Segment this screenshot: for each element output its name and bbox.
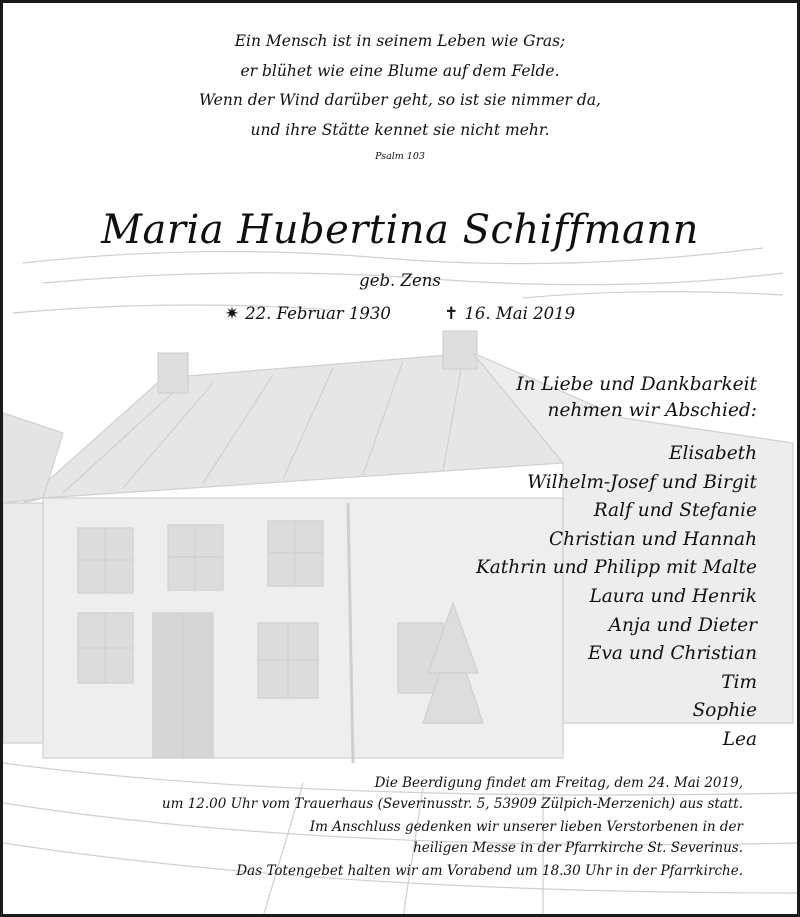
prayer-notice: [162, 861, 743, 882]
birth-date: 22. Februar 1930: [245, 304, 391, 323]
mourner-name: Lea: [722, 728, 757, 750]
cross-icon: ✝: [444, 304, 459, 324]
farewell-line: nehmen wir Abschied:: [547, 400, 757, 421]
service-notices: [162, 773, 743, 885]
mourner-name: Tim: [721, 671, 757, 693]
birth-name: geb. Zens: [359, 271, 441, 290]
psalm-verse: [3, 27, 797, 162]
mourner-name: Sophie: [692, 700, 757, 722]
funeral-notice: [162, 773, 743, 814]
deceased-name: Maria Hubertina Schiffmann: [101, 207, 699, 253]
mourner-name: Laura und Henrik: [589, 585, 757, 607]
verse-line: und ihre Stätte kennet sie nicht mehr.: [250, 120, 550, 139]
notice-line: um 12.00 Uhr vom Trauerhaus (Severinusstr. 5, 53909 Zülpich-Merzenich) aus statt.: [161, 795, 743, 812]
verse-line: er blühet wie eine Blume auf dem Felde.: [240, 61, 560, 80]
notice-line: Das Totengebet halten wir am Vorabend um 18.30 Uhr in der Pfarrkirche.: [236, 863, 743, 879]
mourner-name: Anja und Dieter: [608, 614, 757, 636]
mourner-name: Eva und Christian: [587, 643, 757, 665]
verse-source: Psalm 103: [375, 151, 425, 162]
notice-line: Im Anschluss gedenken wir unserer lieben Verstorbenen in der: [309, 819, 743, 835]
birth-date-group: [225, 304, 391, 324]
farewell-text: [516, 372, 757, 424]
mourner-name: Kathrin und Philipp mit Malte: [475, 557, 757, 579]
mourner-name: Wilhelm-Josef und Birgit: [527, 471, 757, 493]
mourner-name: Elisabeth: [668, 443, 757, 464]
mass-notice: [162, 817, 743, 858]
notice-line: Die Beerdigung findet am Freitag, dem 24. Mai 2019,: [374, 775, 743, 791]
farewell-line: In Liebe und Dankbarkeit: [516, 374, 757, 395]
verse-line: Ein Mensch ist in seinem Leben wie Gras;: [234, 32, 566, 50]
star-icon: ✷: [224, 304, 240, 324]
verse-line: Wenn der Wind darüber geht, so ist sie nimmer da,: [199, 91, 601, 109]
notice-line: heiligen Messe in der Pfarrkirche St. Severinus.: [413, 839, 743, 856]
mourner-name: Ralf und Stefanie: [593, 500, 757, 522]
death-date-group: [444, 304, 575, 324]
mourners-list: [476, 440, 757, 755]
death-date: 16. Mai 2019: [464, 304, 576, 323]
mourner-name: Christian und Hannah: [549, 528, 757, 550]
life-dates: [3, 304, 797, 324]
